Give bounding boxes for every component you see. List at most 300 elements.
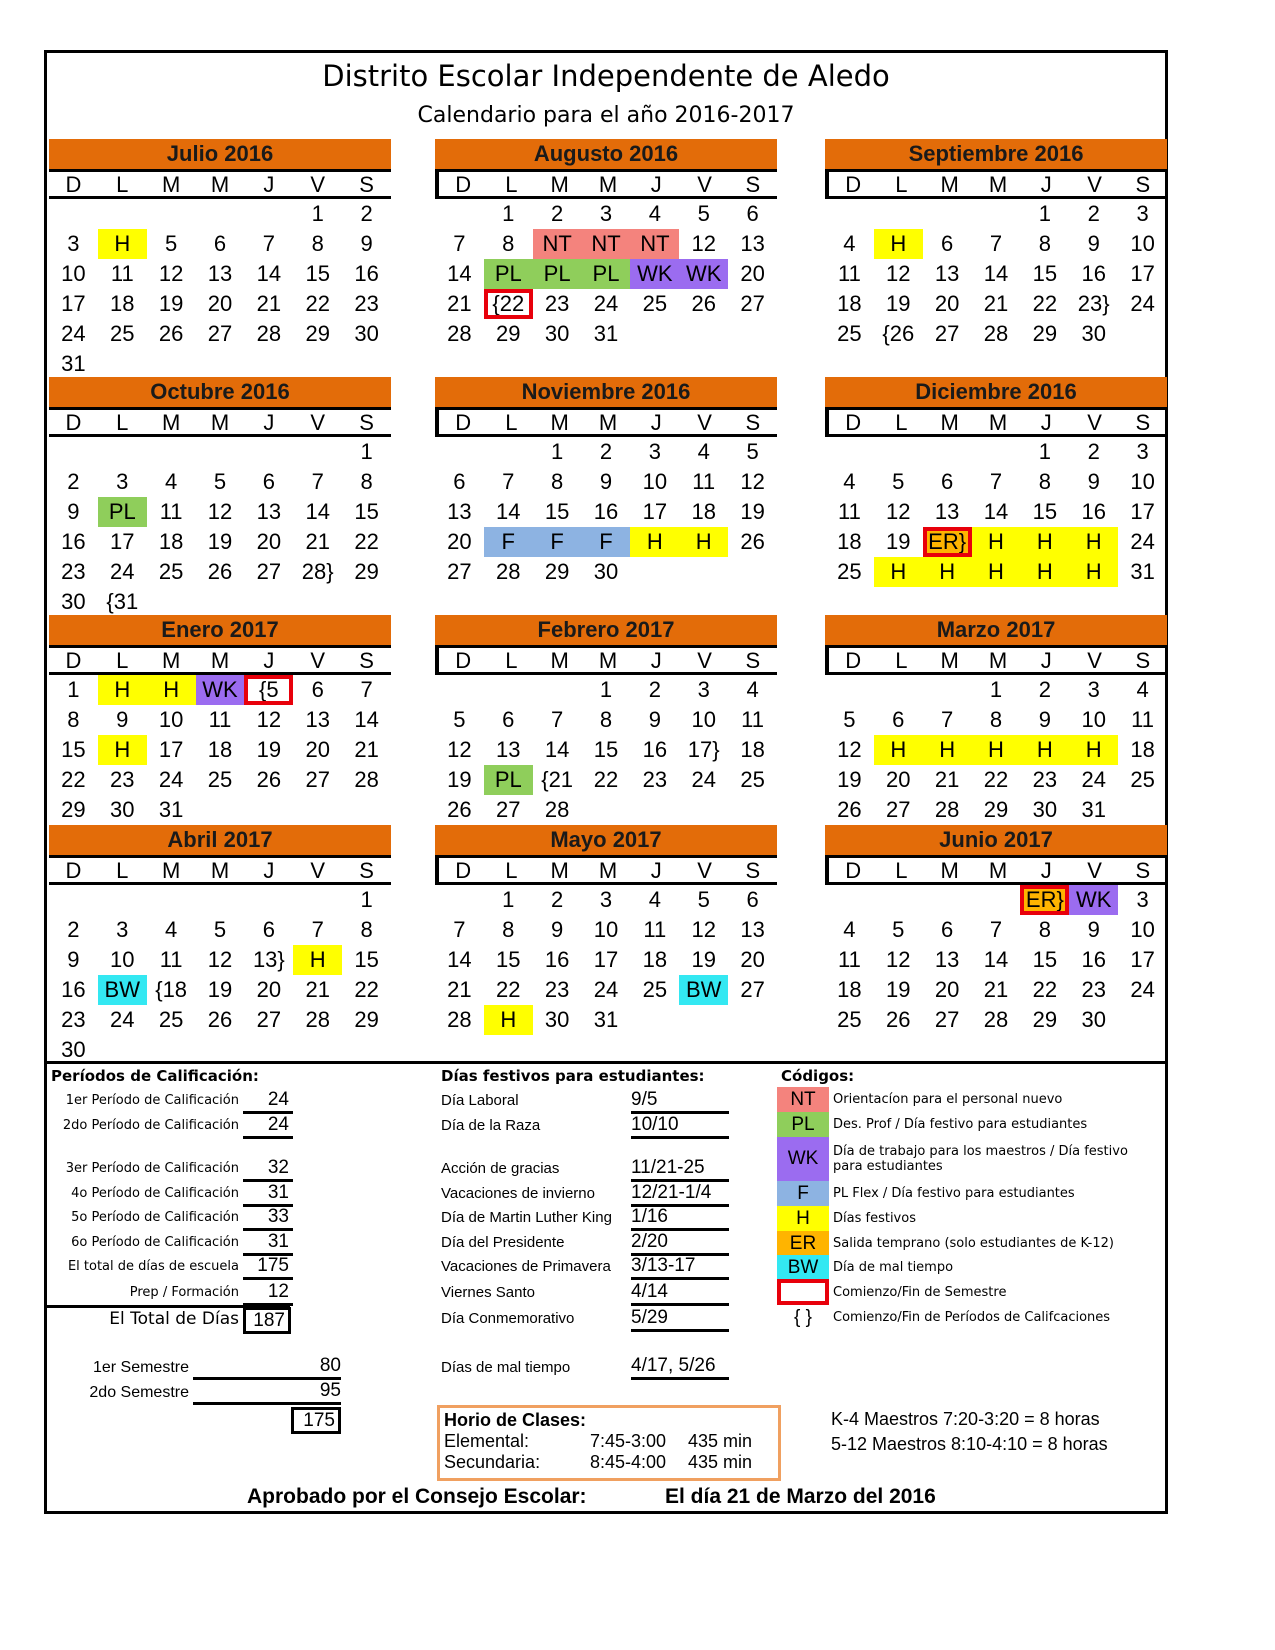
day-cell: 25	[837, 1007, 862, 1032]
day-cell: 30	[593, 559, 619, 584]
legend-description: Comienzo/Fin de Semestre	[833, 1284, 1007, 1300]
day-cell: 28	[983, 321, 1009, 346]
legend-code-swatch: { }	[777, 1305, 829, 1330]
empty-cell	[147, 199, 196, 229]
weekday-label: M	[161, 410, 181, 435]
day-cell: 5	[213, 469, 227, 494]
empty-cell	[972, 885, 1021, 915]
weekday-label: L	[895, 172, 908, 197]
day-cell: 5	[892, 917, 905, 942]
day-cell: 17	[110, 529, 135, 554]
day-cell: H	[874, 557, 923, 587]
day-cell: 18	[642, 947, 668, 972]
day-cell: 17	[158, 737, 184, 762]
empty-cell	[972, 199, 1021, 229]
day-cell: 4	[648, 887, 661, 912]
holiday-date: 9/5	[631, 1089, 729, 1114]
day-cell: H	[630, 527, 679, 557]
day-cell: 23	[110, 767, 135, 792]
day-cell: H	[972, 527, 1021, 557]
grading-period-label: 4o Período de Calificación	[71, 1186, 239, 1201]
day-cell: 17}	[687, 737, 720, 762]
weekday-label: J	[650, 858, 662, 883]
day-cell: 28	[256, 321, 282, 346]
day-cell: 8	[1038, 231, 1051, 256]
day-cell: PL	[582, 259, 631, 289]
empty-cell	[435, 675, 484, 705]
weekday-label: V	[697, 410, 712, 435]
day-cell: 8	[502, 917, 515, 942]
day-cell: 26	[158, 321, 184, 346]
holiday-date: 1/16	[631, 1206, 729, 1231]
day-cell: 30	[354, 321, 379, 346]
legend-item	[777, 1087, 1062, 1112]
day-cell: 19	[158, 291, 184, 316]
weekday-label: S	[1135, 172, 1151, 197]
day-cell: 13	[256, 499, 282, 524]
grading-period-value: 12	[243, 1281, 293, 1306]
day-cell: 3	[1136, 439, 1149, 464]
empty-cell	[98, 199, 147, 229]
month-augusto-2016	[435, 139, 777, 349]
day-cell: 28	[354, 767, 379, 792]
day-cell: 3	[599, 201, 613, 226]
day-cell: 11	[838, 261, 861, 286]
day-cell: 6	[892, 707, 905, 732]
weekday-label: J	[1040, 858, 1052, 883]
weekday-label: V	[1087, 410, 1102, 435]
day-cell: 15	[1032, 261, 1058, 286]
day-cell: 25	[642, 291, 668, 316]
holiday-label: Viernes Santo	[441, 1284, 535, 1301]
day-cell: 12	[886, 947, 911, 972]
weekday-label: M	[988, 410, 1008, 435]
empty-cell	[923, 675, 972, 705]
total-days-label: El Total de Días	[109, 1309, 239, 1329]
grading-period-label: 5o Período de Calificación	[71, 1210, 239, 1225]
weekday-label: M	[210, 172, 230, 197]
day-cell: 20	[740, 261, 765, 286]
legend-code-swatch: WK	[777, 1137, 829, 1181]
day-cell: 29	[1032, 1007, 1058, 1032]
weekday-header	[825, 855, 1167, 885]
calendar-subtitle: Calendario para el año 2016-2017	[417, 103, 795, 128]
grading-title: Períodos de Calificación:	[51, 1067, 259, 1085]
legend-description: Salida temprano (solo estudiantes de K-12)	[833, 1236, 1114, 1251]
day-cell: 5	[453, 707, 466, 732]
day-cell: 4	[1136, 677, 1149, 702]
day-cell: H	[874, 229, 923, 259]
day-cell: 15	[1032, 947, 1058, 972]
day-cell: 10	[158, 707, 184, 732]
day-cell: 24	[691, 767, 716, 792]
weekday-label: J	[263, 648, 275, 673]
day-cell: 20	[934, 977, 960, 1002]
weekday-label: V	[697, 172, 712, 197]
day-cell: 26	[207, 559, 233, 584]
day-cell: 19	[837, 767, 862, 792]
day-cell: 6	[941, 231, 954, 256]
day-cell: 28	[983, 1007, 1009, 1032]
day-cell: 11	[208, 707, 232, 732]
day-cell: 22	[354, 977, 379, 1002]
day-cell: 16	[1081, 947, 1106, 972]
empty-cell	[484, 675, 533, 705]
empty-cell	[147, 437, 196, 467]
month-julio-2016	[49, 139, 391, 379]
approval-date: El día 21 de Marzo del 2016	[665, 1485, 936, 1508]
day-cell: H	[1020, 557, 1069, 587]
section-divider	[47, 1061, 1165, 1064]
day-cell: 13	[496, 737, 521, 762]
day-cell: 19	[447, 767, 472, 792]
day-cell: 30	[1081, 1007, 1106, 1032]
day-cell: 10	[1081, 707, 1106, 732]
day-cell: 3	[1136, 887, 1149, 912]
month-header: Diciembre 2016	[825, 377, 1167, 407]
weekday-label: J	[1040, 172, 1052, 197]
legend-item	[777, 1181, 1075, 1206]
weekday-label: M	[161, 648, 181, 673]
day-cell: 24	[61, 321, 86, 346]
day-cell: 12	[256, 707, 282, 732]
weekday-header	[435, 407, 777, 437]
holiday-date: 12/21-1/4	[631, 1182, 729, 1207]
month-header: Octubre 2016	[49, 377, 391, 407]
day-cell: 8	[989, 707, 1003, 732]
day-cell: 27	[740, 977, 765, 1002]
day-cell: 6	[941, 469, 954, 494]
day-cell: 2	[599, 439, 613, 464]
day-grid	[825, 885, 1167, 1035]
day-cell: F	[484, 527, 533, 557]
weekday-label: M	[598, 410, 618, 435]
day-cell: 17	[61, 291, 86, 316]
day-cell: 1	[360, 887, 373, 912]
weekday-label: M	[550, 172, 569, 197]
day-cell: 19	[886, 977, 911, 1002]
day-cell: 11	[838, 947, 861, 972]
weekday-label: S	[1135, 858, 1151, 883]
day-cell: 24	[110, 559, 135, 584]
day-cell: 13	[305, 707, 330, 732]
day-cell: 24	[1130, 529, 1155, 554]
day-cell: 10	[1130, 469, 1155, 494]
day-cell: 2	[1087, 439, 1100, 464]
day-cell: 29	[983, 797, 1009, 822]
day-cell: F	[533, 527, 582, 557]
day-cell: 25	[110, 321, 135, 346]
day-cell: NT	[582, 229, 631, 259]
weekday-label: S	[359, 648, 374, 673]
day-cell: 1	[502, 887, 515, 912]
legend-item	[777, 1231, 1114, 1256]
month-header: Julio 2016	[49, 139, 391, 169]
day-cell: 12	[886, 499, 911, 524]
day-cell: 21	[447, 977, 472, 1002]
day-cell: 7	[551, 707, 564, 732]
day-cell: 17	[1130, 261, 1155, 286]
month-noviembre-2016	[435, 377, 777, 587]
day-cell: 9	[1087, 917, 1100, 942]
legend-item	[777, 1255, 953, 1280]
weekday-label: L	[505, 648, 518, 673]
day-cell: 12	[207, 947, 233, 972]
weekday-header	[825, 645, 1167, 675]
day-cell: BW	[98, 975, 147, 1005]
day-cell: PL	[533, 259, 582, 289]
weekday-label: M	[940, 172, 959, 197]
weekday-header	[49, 855, 391, 885]
district-title: Distrito Escolar Independente de Aledo	[322, 59, 890, 93]
empty-cell	[196, 437, 245, 467]
day-grid	[435, 885, 777, 1035]
day-cell: 7	[311, 469, 324, 494]
holiday-date: 4/14	[631, 1281, 729, 1306]
day-cell: 31	[593, 321, 619, 346]
day-cell: 27	[496, 797, 521, 822]
day-cell: H	[923, 557, 972, 587]
day-cell: PL	[484, 259, 533, 289]
weekday-label: L	[116, 410, 129, 435]
day-cell: 3	[1087, 677, 1100, 702]
month-abril-2017	[49, 825, 391, 1065]
day-cell: 1	[360, 439, 373, 464]
day-cell: 28	[544, 797, 570, 822]
day-cell: 29	[61, 797, 86, 822]
day-cell: 16	[544, 947, 570, 972]
day-cell: 4	[648, 201, 661, 226]
weekday-label: L	[895, 410, 908, 435]
empty-cell	[825, 675, 874, 705]
day-cell: 23	[544, 977, 570, 1002]
day-cell: NT	[533, 229, 582, 259]
weekday-label: S	[359, 172, 374, 197]
day-cell: 8	[311, 231, 324, 256]
day-cell: 15	[354, 499, 379, 524]
day-cell: 29	[305, 321, 330, 346]
day-cell: H	[98, 675, 147, 705]
day-cell: 2	[648, 677, 661, 702]
day-cell: 25	[158, 1007, 184, 1032]
month-header: Mayo 2017	[435, 825, 777, 855]
day-cell: 10	[1130, 231, 1155, 256]
empty-cell	[435, 199, 484, 229]
day-grid	[435, 199, 777, 349]
weekday-label: M	[210, 858, 230, 883]
weekday-header	[49, 645, 391, 675]
day-cell: 8	[1038, 917, 1051, 942]
weekday-label: D	[65, 858, 82, 883]
day-cell: 13	[740, 231, 765, 256]
day-cell: 6	[941, 917, 954, 942]
day-cell: 18	[837, 529, 862, 554]
calendar-document	[44, 50, 1168, 1514]
day-cell: H	[874, 735, 923, 765]
day-cell: 25	[837, 321, 862, 346]
day-cell: 23	[61, 559, 86, 584]
day-cell: 13	[934, 499, 960, 524]
day-cell: 16	[1081, 499, 1106, 524]
weekday-label: D	[845, 410, 862, 435]
legend-item	[777, 1305, 1110, 1330]
day-cell: 25	[740, 767, 765, 792]
legend-item	[777, 1279, 1006, 1305]
weekday-label: S	[745, 172, 761, 197]
day-cell: 14	[983, 499, 1009, 524]
day-cell: 9	[1038, 707, 1051, 732]
day-cell: H	[1069, 735, 1118, 765]
day-cell: 3	[116, 917, 129, 942]
day-cell: 28	[447, 321, 472, 346]
empty-cell	[244, 885, 293, 915]
weekday-label: S	[359, 410, 374, 435]
empty-cell	[825, 885, 874, 915]
day-cell: 3	[697, 677, 710, 702]
day-cell: 21	[256, 291, 282, 316]
empty-cell	[244, 199, 293, 229]
day-cell: 23	[544, 291, 570, 316]
day-cell: 15	[305, 261, 330, 286]
day-grid	[825, 675, 1167, 825]
day-cell: 6	[213, 231, 227, 256]
day-cell: 20	[886, 767, 911, 792]
day-cell: 21	[983, 977, 1009, 1002]
day-cell: 5	[213, 917, 227, 942]
day-cell: 14	[354, 707, 379, 732]
day-cell: 10	[110, 947, 135, 972]
approval-label: Aprobado por el Consejo Escolar:	[247, 1485, 587, 1508]
legend-code-swatch: PL	[777, 1112, 829, 1137]
day-cell: 6	[746, 887, 759, 912]
weekday-label: D	[845, 648, 862, 673]
day-cell: H	[1020, 527, 1069, 557]
day-cell: 30	[61, 1037, 86, 1062]
day-cell: 9	[599, 469, 613, 494]
day-cell: 30	[1081, 321, 1106, 346]
day-cell: 31	[1081, 797, 1106, 822]
day-grid	[49, 437, 391, 617]
weekday-label: D	[455, 410, 472, 435]
legend-description: Comienzo/Fin de Períodos de Califcaciones	[833, 1310, 1111, 1325]
day-cell: 1	[1038, 439, 1051, 464]
day-cell: 21	[305, 529, 330, 554]
day-cell: H	[679, 527, 728, 557]
month-header: Enero 2017	[49, 615, 391, 645]
day-cell: H	[1069, 527, 1118, 557]
day-cell: 12	[158, 261, 184, 286]
weekday-label: D	[455, 858, 472, 883]
month-diciembre-2016	[825, 377, 1167, 587]
legend-code-swatch: H	[777, 1206, 829, 1231]
weekday-label: M	[940, 648, 959, 673]
day-cell: 25	[642, 977, 668, 1002]
weekday-label: V	[1087, 648, 1102, 673]
month-marzo-2017	[825, 615, 1167, 825]
schedule-title: Horio de Clases:	[444, 1410, 587, 1430]
weekday-label: V	[310, 410, 326, 435]
grading-period-value: 31	[243, 1231, 293, 1256]
day-cell: 8	[551, 469, 564, 494]
empty-cell	[244, 437, 293, 467]
day-cell: 16	[1081, 261, 1106, 286]
weekday-label: M	[988, 648, 1008, 673]
day-cell: 11	[159, 499, 183, 524]
day-cell: H	[293, 945, 342, 975]
day-cell: 22	[354, 529, 379, 554]
day-cell: 2	[1087, 201, 1100, 226]
weekday-label: D	[455, 172, 472, 197]
holiday-date: 11/21-25	[631, 1157, 729, 1182]
empty-cell	[435, 885, 484, 915]
day-cell: 29	[1032, 321, 1058, 346]
day-cell: 18	[837, 977, 862, 1002]
weekday-label: D	[65, 410, 82, 435]
bad-weather-row	[441, 1359, 570, 1376]
day-cell: F	[582, 527, 631, 557]
day-cell: 28}	[301, 559, 334, 584]
day-cell: PL	[98, 497, 147, 527]
day-cell: 3	[648, 439, 661, 464]
legend-code-swatch	[777, 1279, 829, 1305]
day-cell: 10	[61, 261, 86, 286]
day-cell: 28	[934, 797, 960, 822]
day-grid	[825, 199, 1167, 349]
day-cell: 19	[886, 291, 911, 316]
day-cell: 1	[551, 439, 564, 464]
day-cell: 4	[165, 917, 178, 942]
weekday-label: L	[895, 858, 908, 883]
grading-period-label: 2do Período de Calificación	[62, 1118, 239, 1133]
day-cell: 18	[110, 291, 135, 316]
day-cell: 14	[447, 947, 472, 972]
day-cell: 5	[892, 469, 905, 494]
legend-title: Códigos:	[781, 1067, 855, 1085]
empty-cell	[293, 885, 342, 915]
day-cell: 24	[593, 977, 619, 1002]
day-cell: 28	[496, 559, 521, 584]
day-cell: 1	[67, 677, 80, 702]
weekday-label: S	[745, 410, 761, 435]
day-cell: 18	[158, 529, 184, 554]
empty-cell	[825, 437, 874, 467]
legend-description: Días festivos	[833, 1211, 916, 1226]
day-cell: 6	[262, 469, 275, 494]
day-cell: 23	[1081, 977, 1106, 1002]
weekday-label: M	[550, 858, 569, 883]
grading-period-label: Prep / Formación	[129, 1285, 239, 1300]
empty-cell	[874, 437, 923, 467]
day-cell: 19	[886, 529, 911, 554]
day-cell: 29	[354, 1007, 379, 1032]
day-cell: 20	[256, 529, 282, 554]
day-cell: 28	[305, 1007, 330, 1032]
day-cell: 20	[740, 947, 765, 972]
day-cell: 7	[360, 677, 373, 702]
grading-period-value: 24	[243, 1114, 293, 1139]
day-cell: 6	[453, 469, 466, 494]
weekday-label: V	[1087, 858, 1102, 883]
day-cell: 10	[593, 917, 619, 942]
day-cell: 29	[544, 559, 570, 584]
day-cell: 8	[360, 469, 373, 494]
day-cell: 23	[642, 767, 668, 792]
holiday-label: Día del Presidente	[441, 1234, 565, 1251]
day-cell: 22	[496, 977, 521, 1002]
weekday-label: J	[1040, 410, 1052, 435]
day-cell: 9	[648, 707, 661, 732]
weekday-label: J	[650, 172, 662, 197]
